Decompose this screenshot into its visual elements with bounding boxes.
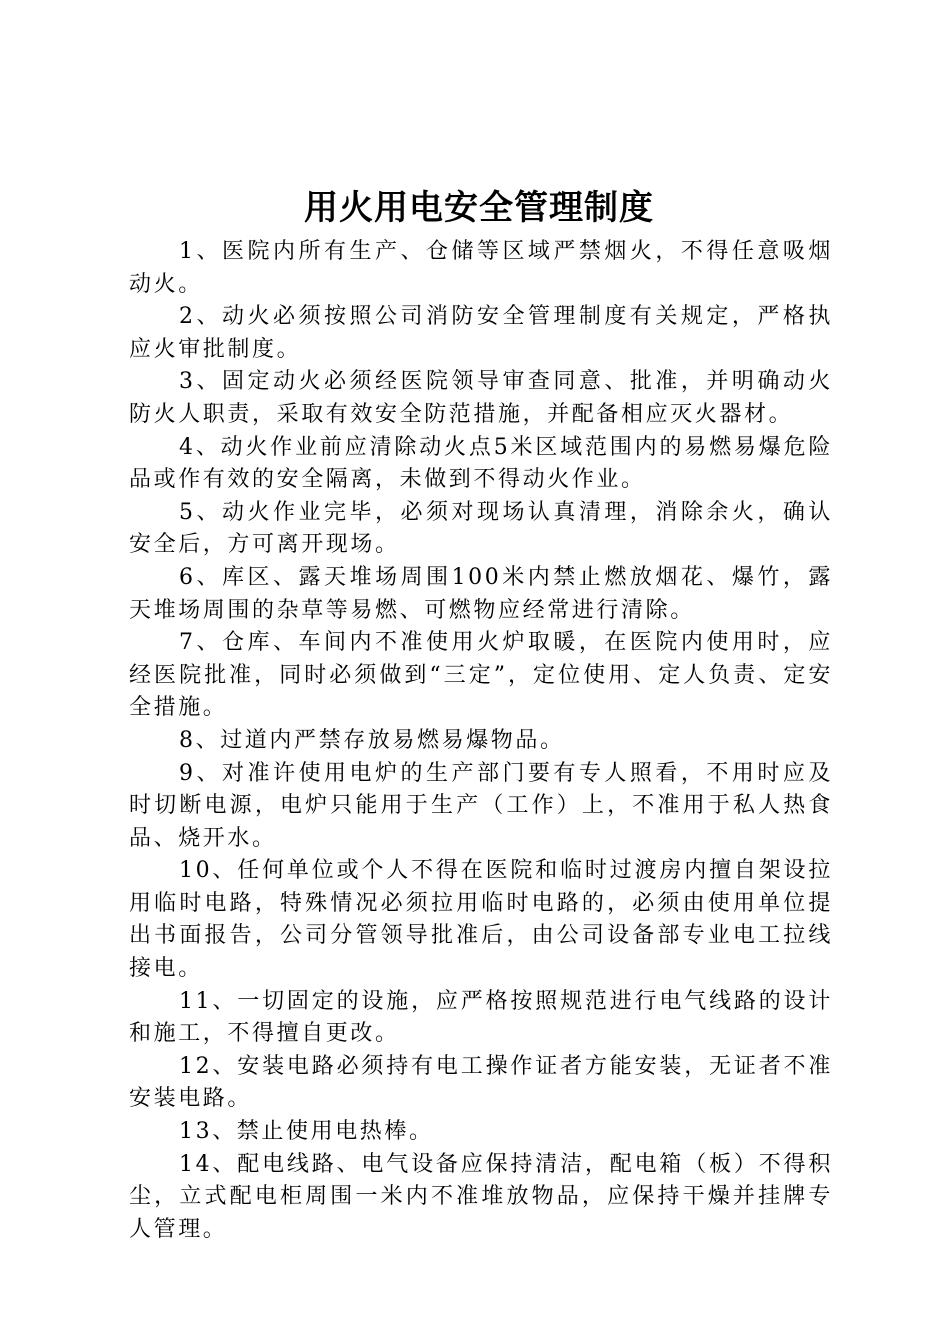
clause-4: 4、动火作业前应清除动火点5米区域范围内的易燃易爆危险品或作有效的安全隔离，未做到不得动火作业。	[129, 434, 833, 493]
clause-7: 7、仓库、车间内不准使用火炉取暖，在医院内使用时，应经医院批准，同时必须做到“三定”，定位使用、定人负责、定安全措施。	[129, 630, 833, 721]
clause-14: 14、配电线路、电气设备应保持清洁，配电箱（板）不得积尘，立式配电柜周围一米内不准堆放物品，应保持干燥并挂牌专人管理。	[129, 1151, 833, 1242]
clause-2: 2、动火必须按照公司消防安全管理制度有关规定，严格执应火审批制度。	[129, 304, 833, 362]
clause-1: 1、医院内所有生产、仓储等区域严禁烟火，不得任意吸烟动火。	[129, 239, 833, 297]
clause-12: 12、安装电路必须持有电工操作证者方能安装，无证者不准安装电路。	[129, 1053, 833, 1112]
clause-5: 5、动火作业完毕，必须对现场认真清理，消除余火，确认安全后，方可离开现场。	[129, 499, 833, 558]
document-title: 用火用电安全管理制度	[304, 188, 654, 228]
clause-3: 3、固定动火必须经医院领导审查同意、批准，并明确动火防火人职责，采取有效安全防范措施，并配备相应灭火器材。	[129, 369, 833, 427]
clause-11: 11、一切固定的设施，应严格按照规范进行电气线路的设计和施工，不得擅自更改。	[129, 988, 833, 1047]
clause-6: 6、库区、露天堆场周围100米内禁止燃放烟花、爆竹，露天堆场周围的杂草等易燃、可燃物应经常进行清除。	[129, 564, 833, 623]
clause-10: 10、任何单位或个人不得在医院和临时过渡房内擅自架设拉用临时电路，特殊情况必须拉用临时电路的，必须由使用单位提出书面报告，公司分管领导批准后，由公司设备部专业电工拉线接电。	[129, 858, 833, 982]
clause-13: 13、禁止使用电热棒。	[179, 1119, 434, 1145]
clause-8: 8、过道内严禁存放易燃易爆物品。	[179, 727, 565, 753]
document-body	[129, 236, 833, 1246]
clause-9: 9、对准许使用电炉的生产部门要有专人照看，不用时应及时切断电源，电炉只能用于生产（工作）上，不准用于私人热食品、烧开水。	[129, 760, 833, 851]
